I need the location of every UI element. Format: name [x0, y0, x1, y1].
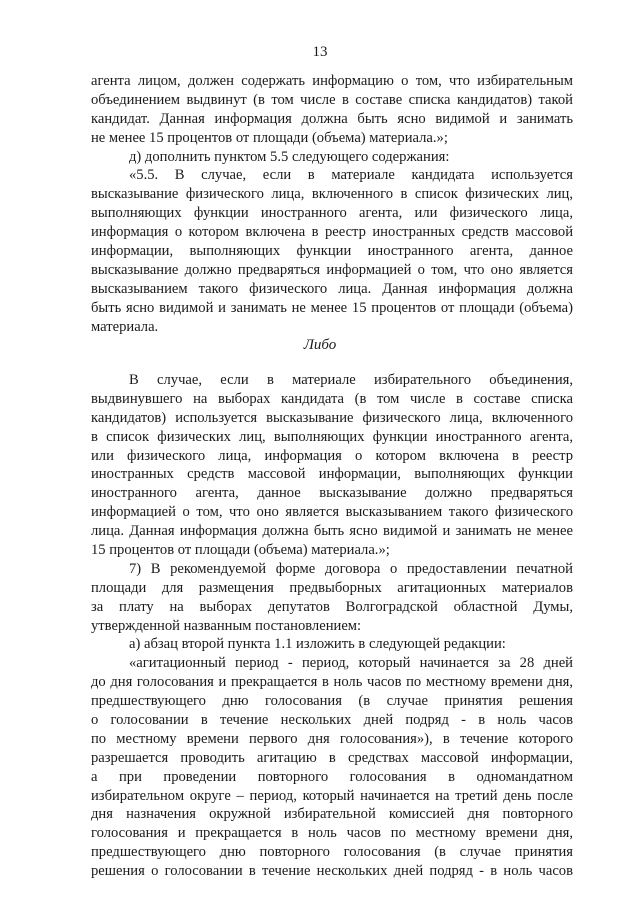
- text-line: информация о котором включена в реестр иностранных средств массовой: [91, 224, 573, 241]
- alternative-heading: Либо: [303, 337, 337, 353]
- text-line: «агитационный период - период, который начинается за 28 дней: [129, 655, 573, 672]
- text-line: высказыванием такого физического лица. Данная информация должна: [91, 280, 573, 297]
- text-line: быть ясно видимой и занимать не менее 15 процентов от площади (объема): [91, 299, 573, 316]
- text-line: высказывание должно предваряться информацией о том, что оно является: [91, 261, 573, 278]
- text-line: выдвинувшего на выборах кандидата (в том числе в составе списка: [91, 390, 573, 407]
- text-block-top: [91, 72, 573, 336]
- text-line: предшествующего дню голосования (в случае принятия решения: [91, 693, 573, 710]
- text-line: дня назначения окружной избирательной комиссией дня повторного: [91, 806, 573, 823]
- text-line: иностранных средств массовой информации, выполняющих функции: [91, 466, 573, 483]
- text-line: о голосовании в течение нескольких дней подряд - в ноль часов: [91, 712, 573, 729]
- text-line: В случае, если в материале избирательного объединения,: [129, 372, 573, 388]
- text-line: кандидатов) используется высказывание физического лица, включенного: [91, 409, 573, 426]
- text-line: избирательном округе – период, который начинается на третий день после: [91, 787, 573, 804]
- text-line: не менее 15 процентов от площади (объема) материала.»;: [91, 129, 448, 146]
- text-line: высказывание физического лица, включенного в список физических лиц,: [91, 186, 573, 203]
- text-line: лица. Данная информация должна быть ясно видимой и занимать не менее: [91, 523, 573, 540]
- text-line: д) дополнить пунктом 5.5 следующего содержания:: [129, 148, 450, 165]
- text-line: кандидат. Данная информация должна быть ясно видимой и занимать: [91, 110, 573, 127]
- text-line: площади для размещения предвыборных агитационных материалов: [91, 579, 573, 596]
- text-line: в список физических лиц, выполняющих функции иностранного агента,: [91, 428, 573, 445]
- text-line: агента лицом, должен содержать информацию о том, что избирательным: [91, 73, 573, 89]
- text-line: 15 процентов от площади (объема) материала.»;: [91, 542, 390, 559]
- page-number: 13: [312, 44, 328, 60]
- text-line: объединением выдвинут (в том числе в составе списка кандидатов) такой: [91, 91, 573, 108]
- text-line: 7) В рекомендуемой форме договора о предоставлении печатной: [129, 560, 573, 577]
- text-line: или физического лица, информация о котором включена в реестр: [91, 447, 573, 464]
- text-line: информации, выполняющих функции иностранного агента, данное: [91, 243, 573, 260]
- text-line: разрешается проводить агитацию в средствах массовой информации,: [91, 749, 573, 766]
- text-line: «5.5. В случае, если в материале кандидата используется: [129, 167, 573, 184]
- text-line: голосования и прекращается в ноль часов по местному времени дня,: [91, 825, 573, 842]
- text-line: а) абзац второй пункта 1.1 изложить в следующей редакции:: [129, 636, 506, 653]
- text-line: выполняющих функции иностранного агента, или физического лица,: [91, 205, 573, 222]
- text-line: решения о голосовании в течение нескольких дней подряд - в ноль часов: [91, 863, 573, 880]
- text-line: иностранного агента, данное высказывание должно предваряться: [91, 485, 573, 502]
- text-line: а при проведении повторного голосования в одномандатном: [91, 768, 573, 785]
- text-line: материала.: [91, 318, 159, 335]
- text-line: за плату на выборах депутатов Волгоградской областной Думы,: [91, 598, 573, 615]
- text-block-bottom: [91, 371, 573, 881]
- text-line: утвержденной названным постановлением:: [91, 617, 362, 634]
- text-line: предшествующего дню повторного голосования (в случае принятия: [91, 844, 573, 861]
- text-line: информацией о том, что оно является высказыванием такого физического: [91, 504, 573, 521]
- text-line: до дня голосования и прекращается в ноль часов по местному времени дня,: [91, 674, 573, 691]
- text-line: по местному времени первого дня голосования»), в течение которого: [91, 730, 573, 747]
